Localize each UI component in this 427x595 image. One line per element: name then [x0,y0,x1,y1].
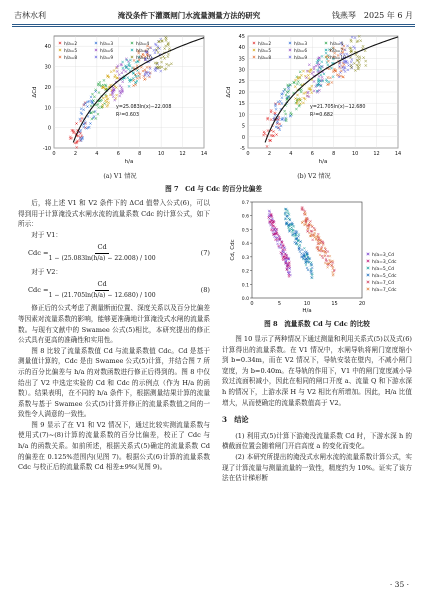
legend-label: h/a=3 [294,42,308,47]
legend-marker [367,253,370,256]
eq7-number: (7) [200,249,210,258]
para-fig10: 图 10 显示了两种情况下通过测量和利用关系式(5)以及式(6)计算得出的流量系数。在 V1 情况中，水闸导轨将闸门宽度缩小到 b=0.34m，而在 V2 情况下，导轨安装在壁内，不减小闸门宽度，为 b=0.40m。在导轨的作用下，V1 中的闸门宽度减小导致过流面积减小，因此在相同的闸口开度 a、流量 Q 和下游水深 h 的情况下，上游水深 H 与 V2 相比有所增加。因此，H/a 比值增大，从而使确定的流量系数值高于 V2。 [222,335,412,407]
y-axis-label: Cd, Cdc [230,239,236,261]
legend-label: h/a=4 [330,42,344,47]
legend-label: h/a=2 [258,42,272,47]
x-tick-label: 15 [331,301,338,307]
x-tick-label: 6 [310,151,314,157]
y-tick-label: 10 [44,105,51,112]
legend-label: h/a=3_Cd [372,253,395,258]
fit-r2: R²=0.603 [116,113,140,118]
fig7b-subcaption: (b) V2 情况 [297,173,331,180]
y-tick-label: 45 [238,34,245,40]
y-tick-label: 30 [238,67,245,74]
legend-label: h/a=8 [64,56,78,61]
x-axis-label: h/a [318,159,328,165]
legend-label: h/a=6 [100,49,114,54]
y-tick-label: 30 [44,64,51,71]
running-header [14,8,413,22]
legend-label: h/a=7_Cdc [372,288,397,293]
eq8-fraction [49,279,156,301]
x-axis-label: h/a [124,159,134,165]
legend-label: h/a=7 [136,49,150,54]
x-tick-label: 0 [52,151,56,157]
fig8-chart [228,196,406,314]
x-tick-label: 10 [303,301,311,307]
y-tick-label: 0 [47,125,51,132]
legend-label: h/a=5 [258,49,272,54]
y-tick-label: 20 [44,84,51,91]
y-tick-label: 0.6 [241,214,249,220]
legend-label: h/a=9 [294,56,308,61]
x-tick-label: 2 [73,151,78,157]
x-tick-label: 10 [351,151,359,157]
fit-equation: y=21.705ln(x)−12.680 [310,105,366,110]
y-axis-label: ΔCd [226,86,232,98]
para-revision: 修正后的公式考虑了测量断面位置、深度关系以及百分比偏差等因素对流量系数的影响，能够更准确地计算淹没式水闸的流量系数。与现有文献中的 Swamee 公式(5)相比，本研究提出的修正公式具有更高的准确性和实用性。 [18,304,210,345]
header-rule [12,24,415,25]
legend-label: h/a=9 [100,56,114,61]
y-tick-label: 20 [238,90,245,96]
eq8-numerator: Cd [95,279,108,291]
legend-label: h/a=2 [64,42,78,47]
y-tick-label: 5 [241,123,245,130]
x-axis-label: H/a [302,308,312,314]
eq7-fraction [49,242,156,264]
fig7b-chart [222,30,406,170]
x-tick-label: 4 [289,151,293,157]
legend-label: h/a=5_Cd [372,267,395,272]
v1-label: 对于 V1： [31,230,63,239]
legend-label: h/a=3 [100,42,114,47]
right-column [222,334,412,484]
y-axis-label: ΔCd [32,86,38,98]
conclusion-2: (2) 本研究所提出的淹没式水闸水流的流量系数计算公式，实现了计算流量与测量流量的一致性，精度约为 10%。证实了该方法在估计梯形断 [222,452,412,483]
legend-label: h/a=6 [294,49,308,54]
para-fig8: 图 8 比较了流量系数值 Cd 与流量系数值 Cdc。Cd 是基于测量值计算的，Cdc 是由 Swamee 公式(5)计算，并结合图 7 所示的百分比偏差与 h/a 的对数函数进行修正后得到的。图 8 中仅给出了 V2 中选定实验的 Cd 和 Cdc 的示例点（作为 H/a 的函数）。结果表明，在不同的 h/a 条件下，根据测量结果计算的流量系数与基于 Swamee 公式(5)计算并修正的流量系数值之间的一致性令人满意的一致性。 [18,346,210,419]
y-tick-label: 0.3 [241,255,249,261]
y-tick-label: 40 [238,45,245,52]
fit-r2: R²=0.682 [310,113,334,118]
y-tick-label: 0.2 [241,269,249,275]
x-tick-label: 2 [267,151,272,157]
eq8-lhs: Cdc = [28,285,49,294]
x-tick-label: 12 [179,151,186,157]
y-tick-label: 0.1 [241,283,249,289]
y-tick-label: 0.4 [241,242,249,248]
x-tick-label: 12 [373,151,380,157]
eq7-lhs: Cdc = [28,249,49,258]
fig7a-subcaption: (a) V1 情况 [103,173,137,180]
y-tick-label: 35 [238,56,245,63]
legend-marker [367,260,370,263]
fit-equation: y=25.083ln(x)−22.008 [116,105,172,110]
fig7a-chart [28,30,212,170]
x-tick-label: 4 [95,151,99,157]
x-tick-label: 0 [246,151,250,157]
eq8-denominator: 1 − (21.705ln(h/a) − 12.680) / 100 [48,291,156,299]
y-tick-label: 0 [241,134,245,141]
y-tick-label: 10 [238,112,245,119]
v2-label: 对于 V2： [31,267,63,276]
x-tick-label: 8 [332,151,336,157]
legend-marker [367,281,370,284]
fig7-caption: 图 7 Cd 与 Cdc 的百分比偏差 [165,185,262,193]
y-tick-label: -10 [42,146,51,152]
legend-label: h/a=5_Cdc [372,274,397,279]
legend-marker [367,274,370,277]
section-heading-conclusion: 3 结论 [222,415,249,425]
legend-label: h/a=10 [136,56,152,61]
fig8-caption: 图 8 流量系数 Cd 与 Cdc 的比较 [264,320,370,328]
page-number: · 35 · [389,580,409,589]
x-tick-label: 5 [277,301,282,307]
x-tick-label: 0 [250,301,254,307]
y-tick-label: 25 [238,78,245,85]
legend-label: h/a=7_Cd [372,281,395,286]
x-tick-label: 20 [358,301,366,307]
equation-8 [28,279,210,301]
y-tick-label: 0.7 [241,201,249,206]
y-tick-label: 0.0 [241,297,249,302]
header-rule-thin [12,26,415,27]
x-tick-label: 6 [116,151,120,157]
equation-7 [28,242,210,264]
legend-marker [367,267,370,270]
legend-label: h/a=7 [330,49,344,54]
para-fig9: 图 9 显示了在 V1 和 V2 情况下，通过比较实测流量系数与使用式(7)~(8)计算的流量系数的百分比偏差，校正了 Cdc 与 h/a 的函数关系。如前所述，根据关系式(5)确定的流量系数 Cd 的偏差在 0.125%范围内(见图 7)。根据公式(6)计算的流量系数 Cdc 与校正后的流量系数 Cd 相差±9%(见图 9)。 [18,420,210,472]
legend-label: h/a=5 [64,49,78,54]
y-tick-label: 40 [44,44,51,51]
para-intro: 后，将上述 V1 和 V2 条件下的 ΔCd 值带入公式(6)，可以得到用于计算淹没式水闸水流的流量系数 Cdc 的计算公式，如下所示： [18,199,210,229]
legend-marker [367,288,370,291]
y-tick-label: 0.5 [241,228,249,234]
legend-label: h/a=4 [136,42,150,47]
journal-name: 吉林水利 [14,10,46,20]
eq7-denominator: 1 − (25.083ln(h/a) − 22.008) / 100 [48,254,156,262]
y-tick-label: -5 [240,146,245,152]
eq7-numerator: Cd [95,242,108,254]
y-tick-label: 15 [238,101,245,108]
x-tick-label: 10 [157,151,165,157]
left-column [18,198,210,473]
x-tick-label: 8 [138,151,142,157]
x-tick-label: 14 [394,151,402,157]
legend-label: h/a=8 [258,56,272,61]
legend-label: h/a=10 [330,56,346,61]
eq8-number: (8) [200,285,210,294]
x-tick-label: 14 [200,151,208,157]
running-title: 淹没条件下灌溉闸门水流量测量方法的研究 [117,10,261,20]
conclusion-1: (1) 利用式(5)计算下游淹没流量系数 Cd 时，下游水深 h 的横截面位置会随着闸门开启高度 a 的变化而变化。 [222,431,412,451]
author-date: 钱燕琴 2025 年 6 月 [331,10,413,20]
legend-label: h/a=3_Cdc [372,260,397,265]
